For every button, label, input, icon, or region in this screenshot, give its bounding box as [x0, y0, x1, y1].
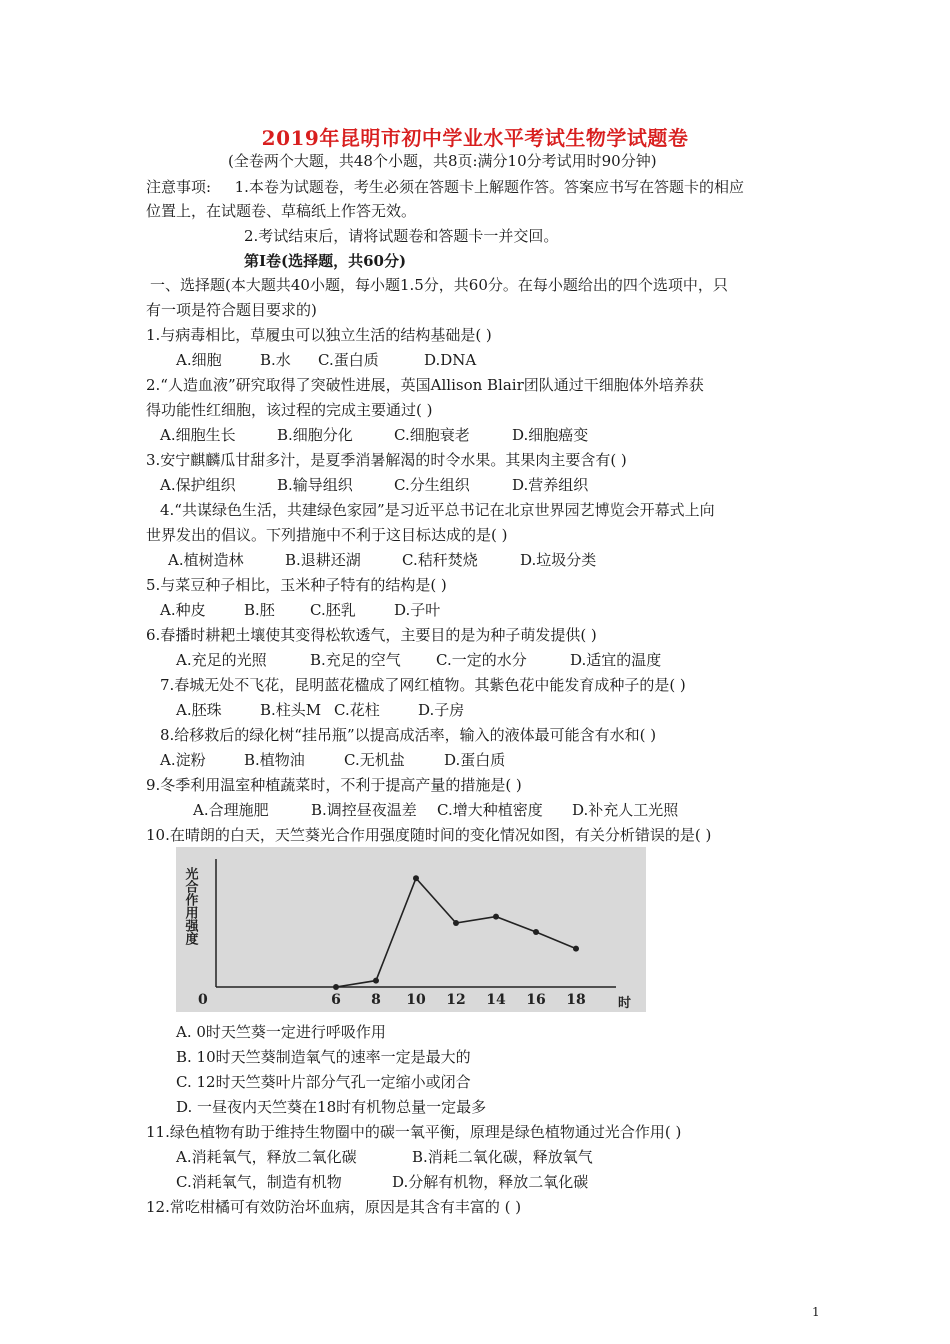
- photosynthesis-chart: [176, 847, 646, 1012]
- question-2a: 2.“人造血液”研究取得了突破性进展，英国Allison Blair团队通过干细胞体外培养获: [146, 376, 704, 394]
- option: C.消耗氧气，制造有机物: [176, 1173, 342, 1191]
- question-11: 11.绿色植物有助于维持生物圈中的碳一氧平衡，原理是绿色植物通过光合作用( ): [146, 1123, 682, 1141]
- x-tick-label: 10: [406, 992, 426, 1008]
- question-1-options: [176, 349, 476, 371]
- exam-subtitle: (全卷两个大题，共48个小题，共8页:满分10分考试用时90分钟): [228, 152, 657, 170]
- option: C.花柱: [334, 701, 380, 719]
- option: B.柱头M: [260, 701, 322, 719]
- x-tick-label: 12: [446, 992, 466, 1008]
- data-point: [533, 929, 539, 935]
- page-number: 1: [812, 1305, 820, 1319]
- question-9: 9.冬季利用温室种植蔬菜时，不利于提高产量的措施是( ): [146, 776, 522, 794]
- question-11-options-row1: [176, 1146, 593, 1168]
- x-tick-label: 8: [371, 992, 381, 1008]
- option: C.无机盐: [344, 751, 405, 769]
- exam-title: 2019年昆明市初中学业水平考试生物学试题卷: [261, 126, 689, 150]
- section-intro-a: 一、选择题(本大题共40小题，每小题1.5分，共60分。在每小题给出的四个选项中，只: [150, 276, 728, 294]
- question-10-option-c: C. 12时天竺葵叶片部分气孔一定缩小或闭合: [176, 1073, 471, 1091]
- question-10-option-d: D. 一昼夜内天竺葵在18时有机物总量一定最多: [176, 1098, 487, 1116]
- option: D.补充人工光照: [572, 801, 679, 819]
- option: B.植物油: [244, 751, 305, 769]
- data-point: [413, 875, 419, 881]
- origin-label: 0: [198, 992, 208, 1008]
- option: B.水: [260, 351, 291, 369]
- section-intro-b: 有一项是符合题目要求的): [146, 301, 317, 319]
- option: D.DNA: [424, 351, 477, 369]
- option: A.植树造林: [168, 551, 244, 569]
- question-12: 12.常吃柑橘可有效防治坏血病，原因是其含有丰富的 ( ): [146, 1198, 522, 1216]
- question-7: 7.春城无处不飞花，昆明蓝花楹成了网红植物。其紫色花中能发育成种子的是( ): [160, 676, 686, 694]
- option: A.消耗氧气，释放二氧化碳: [176, 1148, 357, 1166]
- option: D.细胞癌变: [512, 426, 589, 444]
- notes-item-1b: 位置上，在试题卷、草稿纸上作答无效。: [146, 202, 417, 220]
- series-line: [336, 878, 576, 987]
- option: C.一定的水分: [436, 651, 527, 669]
- question-5: 5.与菜豆种子相比，玉米种子特有的结构是( ): [146, 576, 447, 594]
- option: D.子房: [418, 701, 465, 719]
- y-axis-label: 光合作用强度: [182, 867, 198, 945]
- question-4-options: [168, 549, 596, 571]
- option: A.细胞: [176, 351, 222, 369]
- question-8-options: [160, 749, 505, 771]
- question-4b: 世界发出的倡议。下列措施中不利于这目标达成的是( ): [146, 526, 508, 544]
- option: A.淀粉: [160, 751, 206, 769]
- question-3-options: [160, 474, 588, 496]
- option: D.分解有机物，释放二氧化碳: [392, 1173, 589, 1191]
- option: B.充足的空气: [310, 651, 401, 669]
- option: D.蛋白质: [444, 751, 506, 769]
- question-7-options: [176, 699, 464, 721]
- question-2-options: [160, 424, 588, 446]
- option: B.退耕还湖: [285, 551, 361, 569]
- option: C.分生组织: [394, 476, 470, 494]
- option: A.胚珠: [176, 701, 222, 719]
- option: A.保护组织: [160, 476, 236, 494]
- option: D.适宜的温度: [570, 651, 662, 669]
- option: B.细胞分化: [277, 426, 353, 444]
- option: A.合理施肥: [193, 801, 269, 819]
- question-4a: 4.“共谋绿色生活，共建绿色家园”是习近平总书记在北京世界园艺博览会开幕式上向: [160, 501, 715, 519]
- option: C.秸秆焚烧: [402, 551, 478, 569]
- notes-item-2: 2.考试结束后，请将试题卷和答题卡一并交回。: [244, 227, 559, 245]
- question-5-options: [160, 599, 440, 621]
- x-tick-label: 16: [526, 992, 546, 1008]
- x-tick-label: 14: [486, 992, 506, 1008]
- option: A.充足的光照: [176, 651, 267, 669]
- question-9-options: [193, 799, 678, 821]
- question-10-option-a: A. 0时天竺葵一定进行呼吸作用: [176, 1023, 386, 1041]
- data-point: [333, 984, 339, 990]
- question-11-options-row2: [176, 1171, 588, 1193]
- question-8: 8.给移救后的绿化树“挂吊瓶”以提高成活率，输入的液体最可能含有水和( ): [160, 726, 657, 744]
- question-3: 3.安宁麒麟瓜甘甜多汁，是夏季消暑解渴的时令水果。其果肉主要含有( ): [146, 451, 627, 469]
- notes-label: 注意事项:: [146, 178, 212, 196]
- option: C.细胞衰老: [394, 426, 470, 444]
- option: C.增大种植密度: [437, 801, 543, 819]
- option: C.蛋白质: [318, 351, 379, 369]
- option: B.输导组织: [277, 476, 353, 494]
- data-point: [493, 914, 499, 920]
- question-10-option-b: B. 10时天竺葵制造氧气的速率一定是最大的: [176, 1048, 471, 1066]
- option: B.消耗二氧化碳，释放氧气: [412, 1148, 593, 1166]
- question-10: 10.在晴朗的白天，天竺葵光合作用强度随时间的变化情况如图，有关分析错误的是( ): [146, 826, 712, 844]
- question-1: 1.与病毒相比，草履虫可以独立生活的结构基础是( ): [146, 326, 492, 344]
- notes-item-1a: 1.本卷为试题卷，考生必须在答题卡上解题作答。答案应书写在答题卡的相应: [234, 178, 744, 196]
- option: A.种皮: [160, 601, 206, 619]
- option: B.胚: [244, 601, 275, 619]
- option: A.细胞生长: [160, 426, 236, 444]
- section-title: 第Ⅰ卷(选择题，共60分): [244, 252, 407, 270]
- option: D.营养组织: [512, 476, 589, 494]
- x-tick-label: 18: [566, 992, 586, 1008]
- data-point: [573, 946, 579, 952]
- option: D.子叶: [394, 601, 441, 619]
- option: D.垃圾分类: [520, 551, 597, 569]
- chart-svg: [176, 847, 646, 1012]
- question-6-options: [176, 649, 661, 671]
- option: B.调控昼夜温差: [311, 801, 417, 819]
- question-2b: 得功能性红细胞，该过程的完成主要通过( ): [146, 401, 433, 419]
- x-axis-label: 时: [618, 996, 632, 1011]
- notes-line-1: [146, 176, 744, 198]
- data-point: [453, 920, 459, 926]
- x-tick-label: 6: [331, 992, 341, 1008]
- option: C.胚乳: [310, 601, 356, 619]
- question-6: 6.春播时耕耙土壤使其变得松软透气，主要目的是为种子萌发提供( ): [146, 626, 597, 644]
- data-point: [373, 978, 379, 984]
